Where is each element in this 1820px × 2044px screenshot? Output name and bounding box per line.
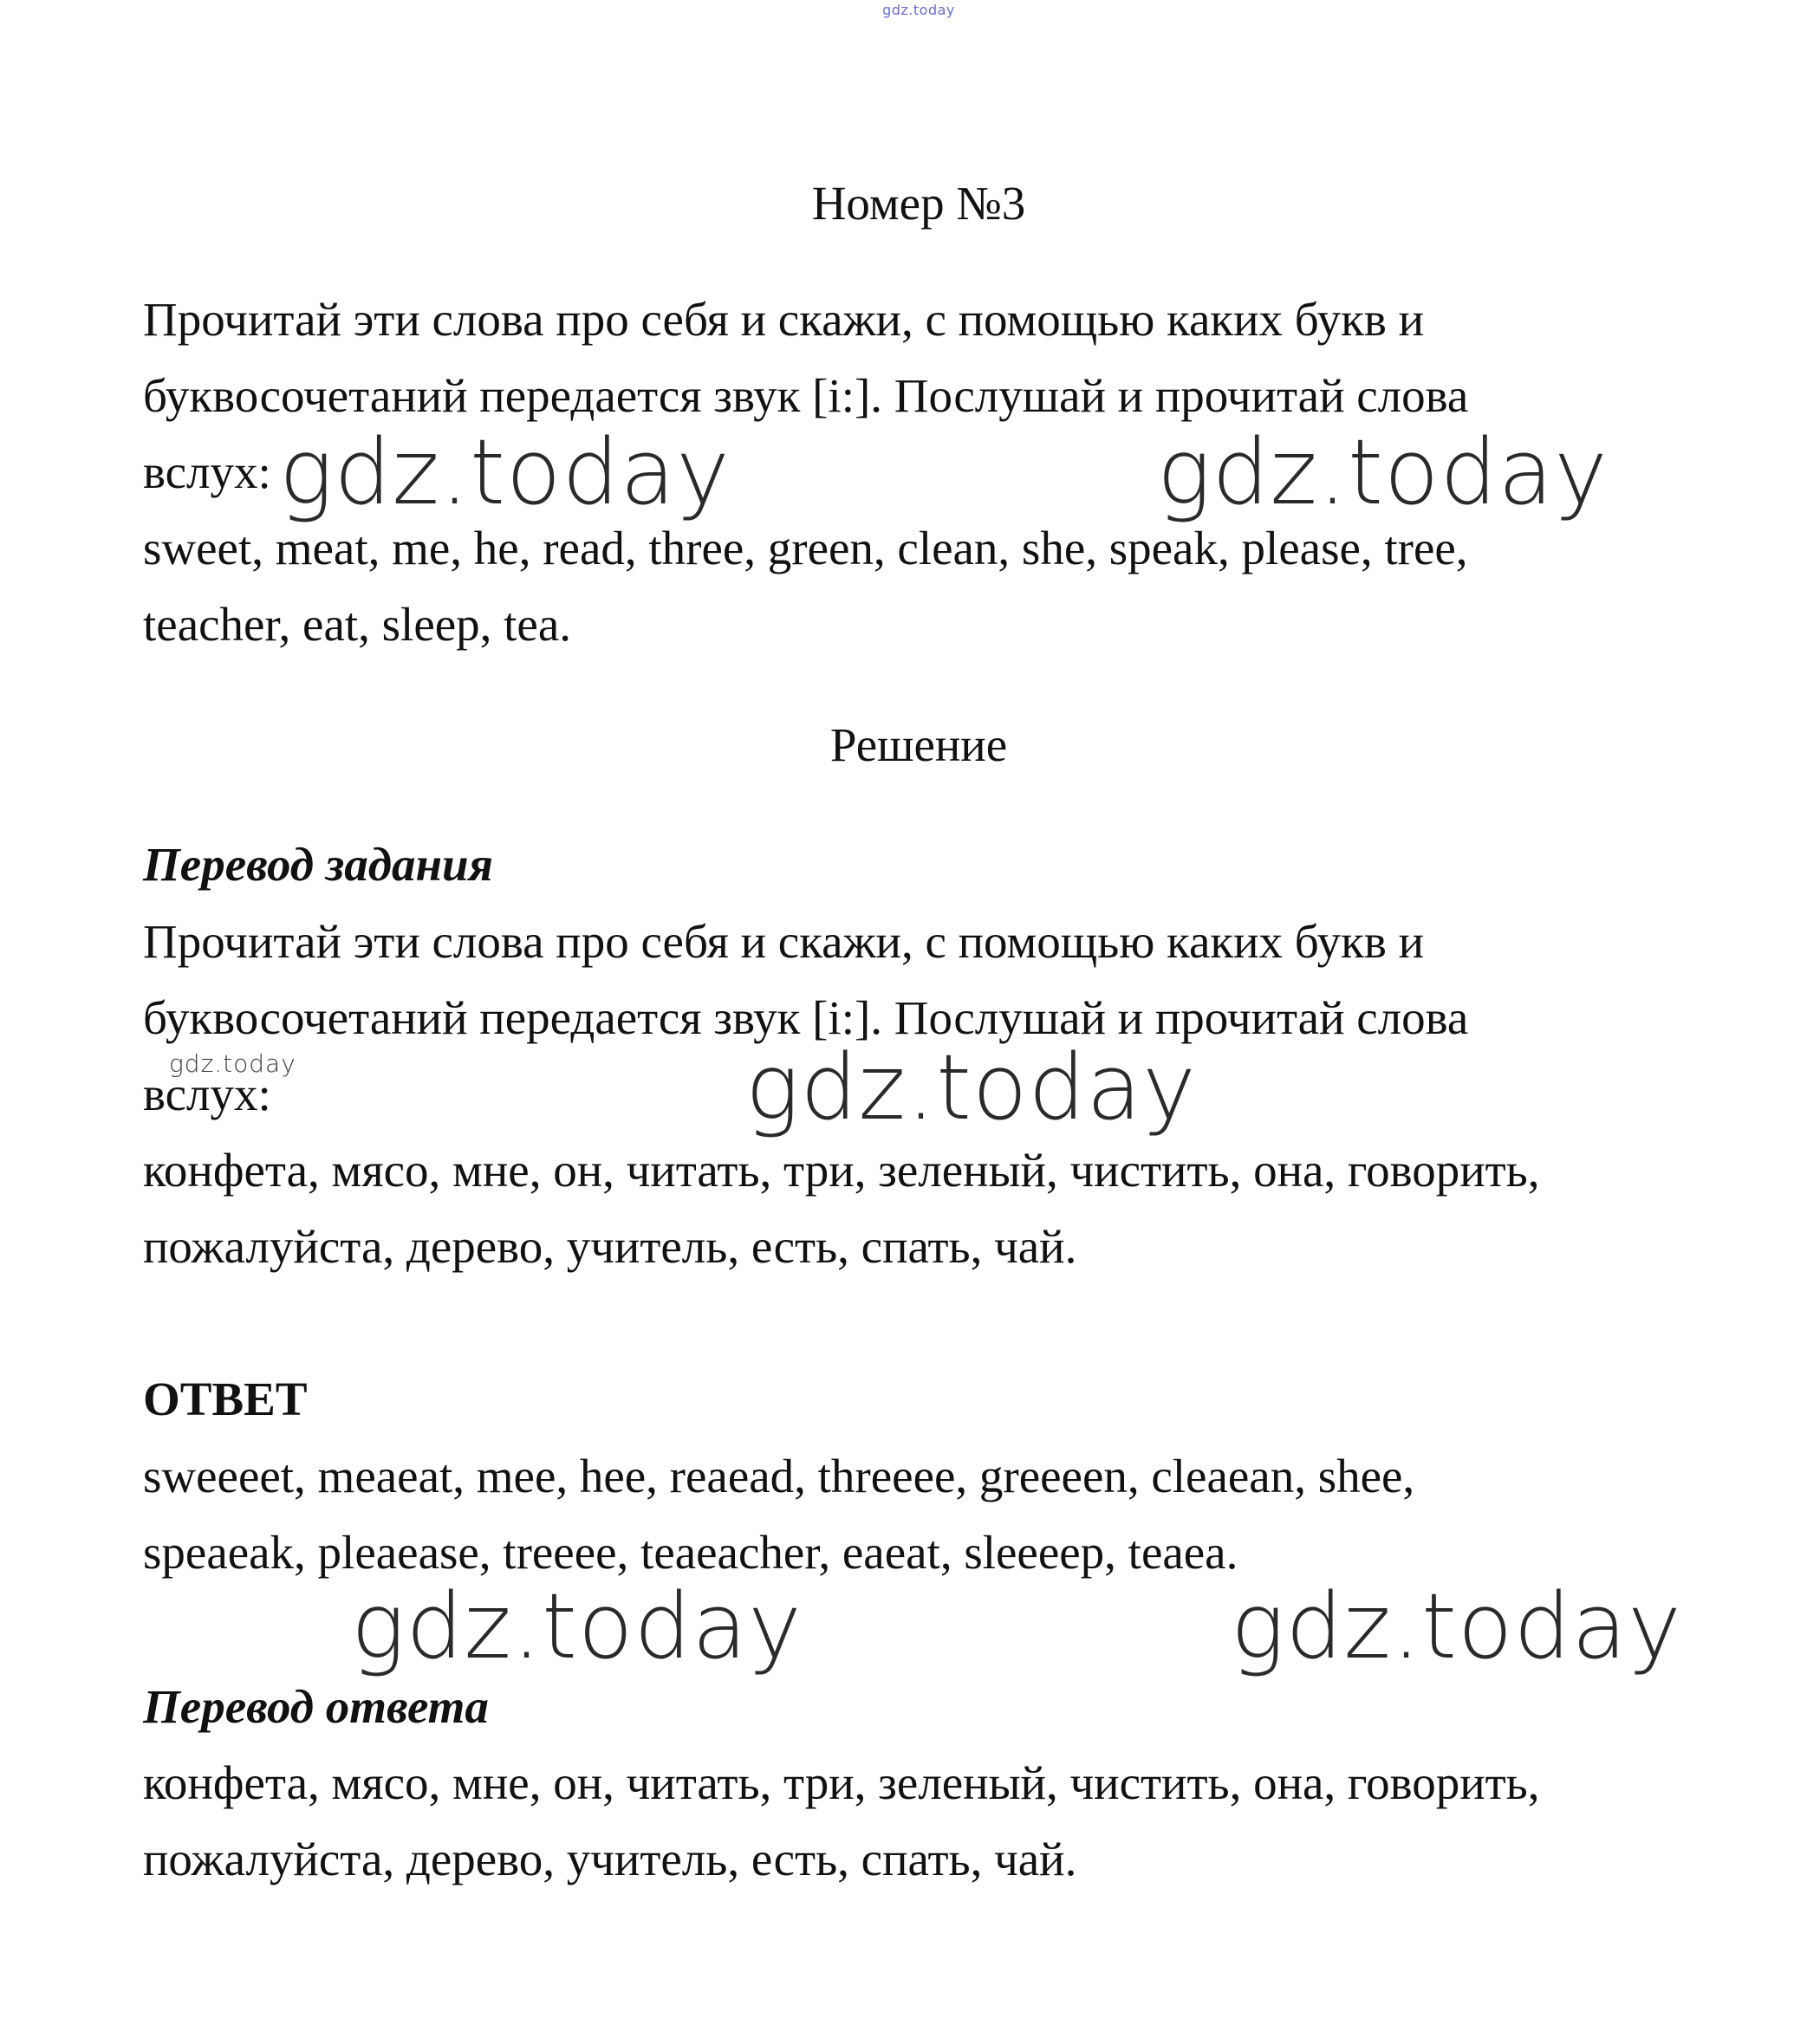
task-line: teacher, eat, sleep, tea. <box>143 598 572 651</box>
task-line: буквосочетаний передается звук [i:]. Послушай и прочитай слова <box>143 369 1469 422</box>
translation-line: пожалуйста, дерево, учитель, есть, спать, чай. <box>143 1220 1077 1273</box>
task-line: Прочитай эти слова про себя и скажи, с помощью каких букв и <box>143 293 1425 346</box>
watermark-text: gdz.today <box>279 419 731 525</box>
task-line: sweet, meat, me, he, read, three, green, clean, she, speak, please, tree, <box>143 522 1468 574</box>
answer-line: sweeeet, meaeat, mee, hee, reaead, threeee, greeeen, cleaean, shee, <box>143 1450 1415 1502</box>
task-translation-heading: Перевод задания <box>143 838 493 891</box>
translation-line: Прочитай эти слова про себя и скажи, с помощью каких букв и <box>143 915 1425 968</box>
solution-title: Решение <box>829 718 1008 771</box>
translation-line: буквосочетаний передается звук [i:]. Послушай и прочитай слова <box>143 991 1469 1044</box>
answer-text <box>143 1438 1703 1591</box>
answer-line: speaeak, pleaease, treeee, teaeacher, eaeat, sleeeep, teaea. <box>143 1526 1238 1579</box>
watermark-text: gdz.today <box>169 1049 296 1078</box>
task-title: Номер №3 <box>811 177 1026 230</box>
answer-translation-text <box>143 1745 1703 1898</box>
answer-translation-heading: Перевод ответа <box>143 1680 489 1733</box>
watermark-text: gdz.today <box>1231 1574 1682 1679</box>
answer-heading: ОТВЕТ <box>143 1372 308 1425</box>
task-line: вслух: <box>143 445 271 498</box>
translation-line: конфета, мясо, мне, он, читать, три, зеленый, чистить, она, говорить, <box>143 1144 1540 1197</box>
translation-line: вслух: <box>143 1067 271 1120</box>
watermark-text: gdz.today <box>1157 419 1609 525</box>
answer-translation-line: конфета, мясо, мне, он, читать, три, зеленый, чистить, она, говорить, <box>143 1756 1540 1809</box>
watermark-text: gdz.today <box>351 1574 803 1679</box>
watermark-text: gdz.today <box>745 1035 1197 1140</box>
top-watermark: gdz.today <box>882 2 955 18</box>
answer-translation-line: пожалуйста, дерево, учитель, есть, спать, чай. <box>143 1833 1077 1885</box>
